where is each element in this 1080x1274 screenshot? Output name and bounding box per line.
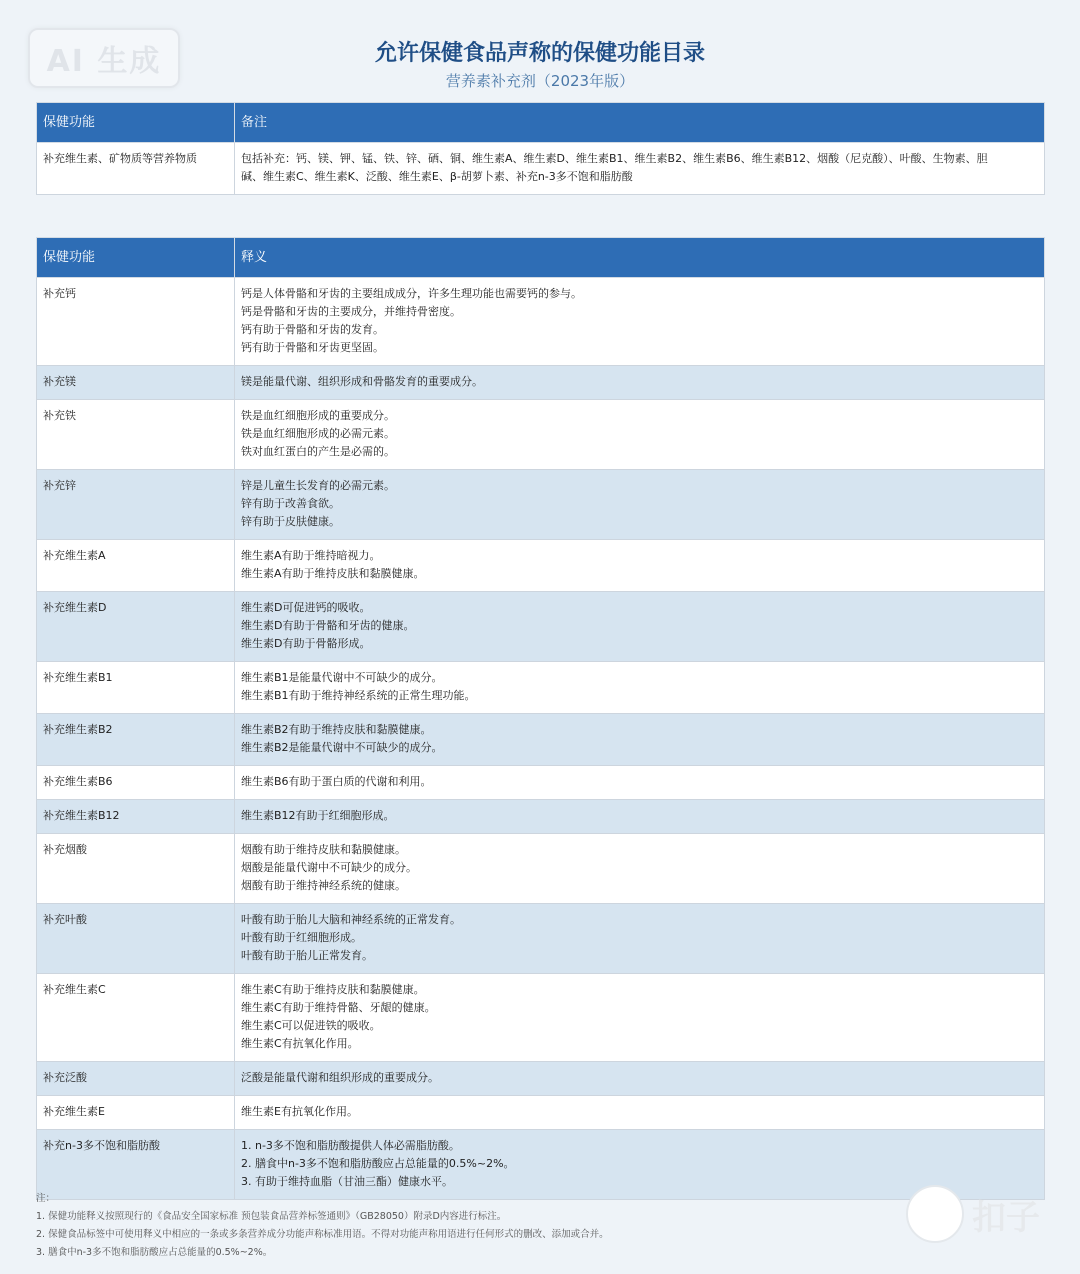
- function-cell: 补充维生素B1: [37, 662, 235, 714]
- description-line: 维生素B2有助于维持皮肤和黏膜健康。: [241, 723, 432, 736]
- description-line: 维生素C可以促进铁的吸收。: [241, 1019, 381, 1032]
- table-row: [37, 904, 1045, 974]
- function-cell: 补充维生素B12: [37, 800, 235, 834]
- table-row: [37, 800, 1045, 834]
- footnote-heading: 注：: [36, 1193, 56, 1204]
- description-line: 维生素B1有助于维持神经系统的正常生理功能。: [241, 689, 476, 702]
- function-cell: 补充烟酸: [37, 834, 235, 904]
- table-row: [37, 834, 1045, 904]
- description-line: 锌有助于皮肤健康。: [241, 515, 340, 528]
- function-cell: 补充泛酸: [37, 1062, 235, 1096]
- description-cell: [235, 974, 1045, 1062]
- table-row: [37, 662, 1045, 714]
- description-cell: [235, 904, 1045, 974]
- description-cell: [235, 766, 1045, 800]
- description-line: 烟酸有助于维持皮肤和黏膜健康。: [241, 843, 406, 856]
- description-cell: [235, 714, 1045, 766]
- brand-logo: [906, 1186, 1040, 1242]
- function-cell: 补充镁: [37, 366, 235, 400]
- table-row: [37, 974, 1045, 1062]
- description-line: 铁对血红蛋白的产生是必需的。: [241, 445, 395, 458]
- description-line: 3. 有助于维持血脂（甘油三酯）健康水平。: [241, 1175, 453, 1188]
- function-cell: 补充维生素、矿物质等营养物质: [37, 143, 235, 195]
- column-header-function: 保健功能: [37, 238, 235, 278]
- description-line: 叶酸有助于红细胞形成。: [241, 931, 362, 944]
- description-line: 钙是人体骨骼和牙齿的主要组成成分，许多生理功能也需要钙的参与。: [241, 287, 582, 300]
- table-row: [37, 592, 1045, 662]
- table-row: [37, 540, 1045, 592]
- description-line: 维生素C有助于维持皮肤和黏膜健康。: [241, 983, 425, 996]
- table-row: [37, 714, 1045, 766]
- description-line: 叶酸有助于胎儿正常发育。: [241, 949, 373, 962]
- description-line: 烟酸有助于维持神经系统的健康。: [241, 879, 406, 892]
- description-line: 维生素A有助于维持暗视力。: [241, 549, 381, 562]
- table-row: [37, 1130, 1045, 1200]
- logo-text: 扣子: [972, 1197, 1040, 1238]
- description-line: 维生素B1是能量代谢中不可缺少的成分。: [241, 671, 443, 684]
- description-line: 维生素B6有助于蛋白质的代谢和利用。: [241, 775, 432, 788]
- table-row: [37, 1062, 1045, 1096]
- footnote-line: 2. 保健食品标签中可使用释义中相应的一条或多条营养成分功能声称标准用语。不得对功能声称用语进行任何形式的删改、添加或合并。: [36, 1229, 609, 1240]
- description-line: 2. 膳食中n-3多不饱和脂肪酸应占总能量的0.5%~2%。: [241, 1157, 515, 1170]
- page-subtitle: 营养素补充剂（2023年版）: [445, 72, 635, 90]
- function-cell: 补充维生素D: [37, 592, 235, 662]
- description-cell: [235, 470, 1045, 540]
- summary-table-header-row: [37, 103, 1045, 143]
- description-line: 钙有助于骨骼和牙齿更坚固。: [241, 341, 384, 354]
- description-line: 维生素C有助于维持骨骼、牙龈的健康。: [241, 1001, 436, 1014]
- column-header-function: 保健功能: [37, 103, 235, 143]
- function-cell: 补充维生素B6: [37, 766, 235, 800]
- description-line: 镁是能量代谢、组织形成和骨骼发育的重要成分。: [241, 375, 483, 388]
- description-cell: [235, 800, 1045, 834]
- description-line: 维生素B12有助于红细胞形成。: [241, 809, 395, 822]
- table-row: [37, 1096, 1045, 1130]
- function-definitions-table: [36, 237, 1045, 1200]
- function-cell: 补充钙: [37, 278, 235, 366]
- description-line: 1. n-3多不饱和脂肪酸提供人体必需脂肪酸。: [241, 1139, 460, 1152]
- column-header-remarks: 备注: [235, 103, 1045, 143]
- function-cell: 补充锌: [37, 470, 235, 540]
- column-header-definition: 释义: [235, 238, 1045, 278]
- description-cell: [235, 592, 1045, 662]
- description-line: 泛酸是能量代谢和组织形成的重要成分。: [241, 1071, 439, 1084]
- description-line: 铁是血红细胞形成的必需元素。: [241, 427, 395, 440]
- description-cell: [235, 540, 1045, 592]
- description-cell: [235, 143, 1045, 195]
- description-line: 钙是骨骼和牙齿的主要成分，并维持骨密度。: [241, 305, 461, 318]
- page-title: 允许保健食品声称的保健功能目录: [374, 41, 705, 66]
- description-line: 锌是儿童生长发育的必需元素。: [241, 479, 395, 492]
- description-line: 铁是血红细胞形成的重要成分。: [241, 409, 395, 422]
- description-line: 碱、维生素C、维生素K、泛酸、维生素E、β-胡萝卜素、补充n-3多不饱和脂肪酸: [241, 170, 633, 183]
- description-line: 维生素D可促进钙的吸收。: [241, 601, 371, 614]
- function-cell: 补充维生素C: [37, 974, 235, 1062]
- function-cell: 补充n-3多不饱和脂肪酸: [37, 1130, 235, 1200]
- summary-table: [36, 102, 1045, 195]
- logo-mascot-icon: [906, 1185, 964, 1243]
- footnote-line: 1. 保健功能释义按照现行的《食品安全国家标准 预包装食品营养标签通则》（GB28050）附录D内容进行标注。: [36, 1211, 507, 1222]
- table-row: [37, 766, 1045, 800]
- description-cell: [235, 400, 1045, 470]
- function-cell: 补充铁: [37, 400, 235, 470]
- description-line: 维生素B2是能量代谢中不可缺少的成分。: [241, 741, 443, 754]
- definitions-table-header-row: [37, 238, 1045, 278]
- description-line: 维生素A有助于维持皮肤和黏膜健康。: [241, 567, 425, 580]
- description-cell: [235, 278, 1045, 366]
- description-cell: [235, 1096, 1045, 1130]
- function-cell: 补充维生素A: [37, 540, 235, 592]
- table-row: [37, 470, 1045, 540]
- description-line: 维生素C有抗氧化作用。: [241, 1037, 359, 1050]
- description-cell: [235, 834, 1045, 904]
- table-row: [37, 143, 1045, 195]
- table-row: [37, 400, 1045, 470]
- ai-generated-watermark: AI 生成: [28, 28, 180, 88]
- description-line: 钙有助于骨骼和牙齿的发育。: [241, 323, 384, 336]
- description-line: 包括补充：钙、镁、钾、锰、铁、锌、硒、铜、维生素A、维生素D、维生素B1、维生素B2、维生素B6、维生素B12、烟酸（尼克酸）、叶酸、生物素、胆: [241, 152, 988, 165]
- description-cell: [235, 1062, 1045, 1096]
- description-line: 叶酸有助于胎儿大脑和神经系统的正常发育。: [241, 913, 461, 926]
- description-line: 锌有助于改善食欲。: [241, 497, 340, 510]
- table-row: [37, 278, 1045, 366]
- function-cell: 补充维生素B2: [37, 714, 235, 766]
- function-cell: 补充叶酸: [37, 904, 235, 974]
- description-line: 维生素D有助于骨骼和牙齿的健康。: [241, 619, 415, 632]
- description-line: 烟酸是能量代谢中不可缺少的成分。: [241, 861, 417, 874]
- footnote-line: 3. 膳食中n-3多不饱和脂肪酸应占总能量的0.5%~2%。: [36, 1247, 273, 1258]
- description-line: 维生素E有抗氧化作用。: [241, 1105, 358, 1118]
- function-cell: 补充维生素E: [37, 1096, 235, 1130]
- description-line: 维生素D有助于骨骼形成。: [241, 637, 371, 650]
- description-cell: [235, 662, 1045, 714]
- footnotes: [36, 1190, 1036, 1262]
- description-cell: [235, 366, 1045, 400]
- table-row: [37, 366, 1045, 400]
